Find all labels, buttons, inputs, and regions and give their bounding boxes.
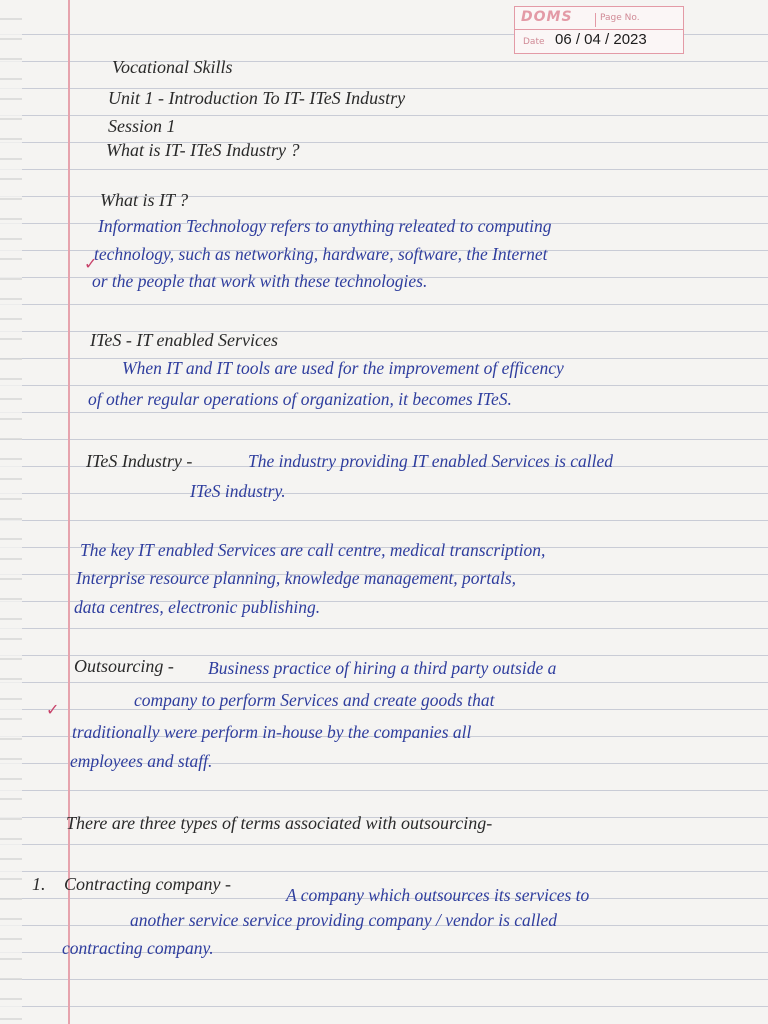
para-key-services-line-3: data centres, electronic publishing.	[74, 597, 321, 617]
list-number-1: 1.	[32, 874, 46, 894]
date-value: 06 / 04 / 2023	[555, 31, 647, 48]
tick-mark: ✓	[46, 700, 60, 719]
heading-outsourcing: Outsourcing -	[74, 656, 174, 676]
stamp-divider	[515, 29, 683, 30]
para-key-services-line-1: The key IT enabled Services are call centre, medical transcription,	[80, 540, 546, 560]
page-no-label: Page No.	[595, 13, 640, 27]
para-outsourcing-line-4: employees and staff.	[70, 751, 213, 771]
subject-title: Vocational Skills	[112, 57, 233, 77]
para-it-line-3: or the people that work with these technologies.	[92, 271, 428, 291]
para-outsourcing-line-3: traditionally were perform in-house by the companies all	[72, 722, 472, 742]
para-outsourcing-line-1: Business practice of hiring a third party outside a	[208, 658, 557, 678]
para-contracting-line-1: A company which outsources its services to	[286, 885, 590, 905]
para-ites-line-1: When IT and IT tools are used for the improvement of efficency	[122, 358, 564, 378]
topic-title: What is IT- ITeS Industry ?	[106, 140, 300, 160]
para-key-services-line-2: Interprise resource planning, knowledge management, portals,	[76, 568, 517, 588]
para-contracting-line-3: contracting company.	[62, 938, 214, 958]
para-ites-line-2: of other regular operations of organization, it becomes ITeS.	[88, 389, 512, 409]
heading-ites-industry: ITeS Industry -	[86, 451, 193, 471]
heading-contracting-company: Contracting company -	[64, 874, 231, 894]
heading-what-is-it: What is IT ?	[100, 190, 189, 210]
date-label: Date	[523, 37, 545, 47]
para-three-terms: There are three types of terms associated with outsourcing-	[66, 813, 493, 833]
tick-mark: ✓	[84, 254, 98, 273]
brand-logo: DOMS	[521, 9, 573, 25]
margin-line	[68, 0, 70, 1024]
para-outsourcing-line-2: company to perform Services and create goods that	[134, 690, 495, 710]
para-ites-industry-line-1: The industry providing IT enabled Services is called	[248, 451, 614, 471]
para-contracting-line-2: another service service providing company / vendor is called	[130, 910, 558, 930]
para-ites-industry-line-2: ITeS industry.	[190, 481, 286, 501]
date-stamp-box	[514, 6, 684, 54]
unit-title: Unit 1 - Introduction To IT- ITeS Industry	[108, 88, 406, 108]
heading-ites: ITeS - IT enabled Services	[90, 330, 278, 350]
session-title: Session 1	[108, 116, 176, 136]
spiral-binding	[0, 0, 22, 1024]
para-it-line-2: technology, such as networking, hardware, software, the Internet	[94, 244, 548, 264]
para-it-line-1: Information Technology refers to anything releated to computing	[98, 216, 552, 236]
